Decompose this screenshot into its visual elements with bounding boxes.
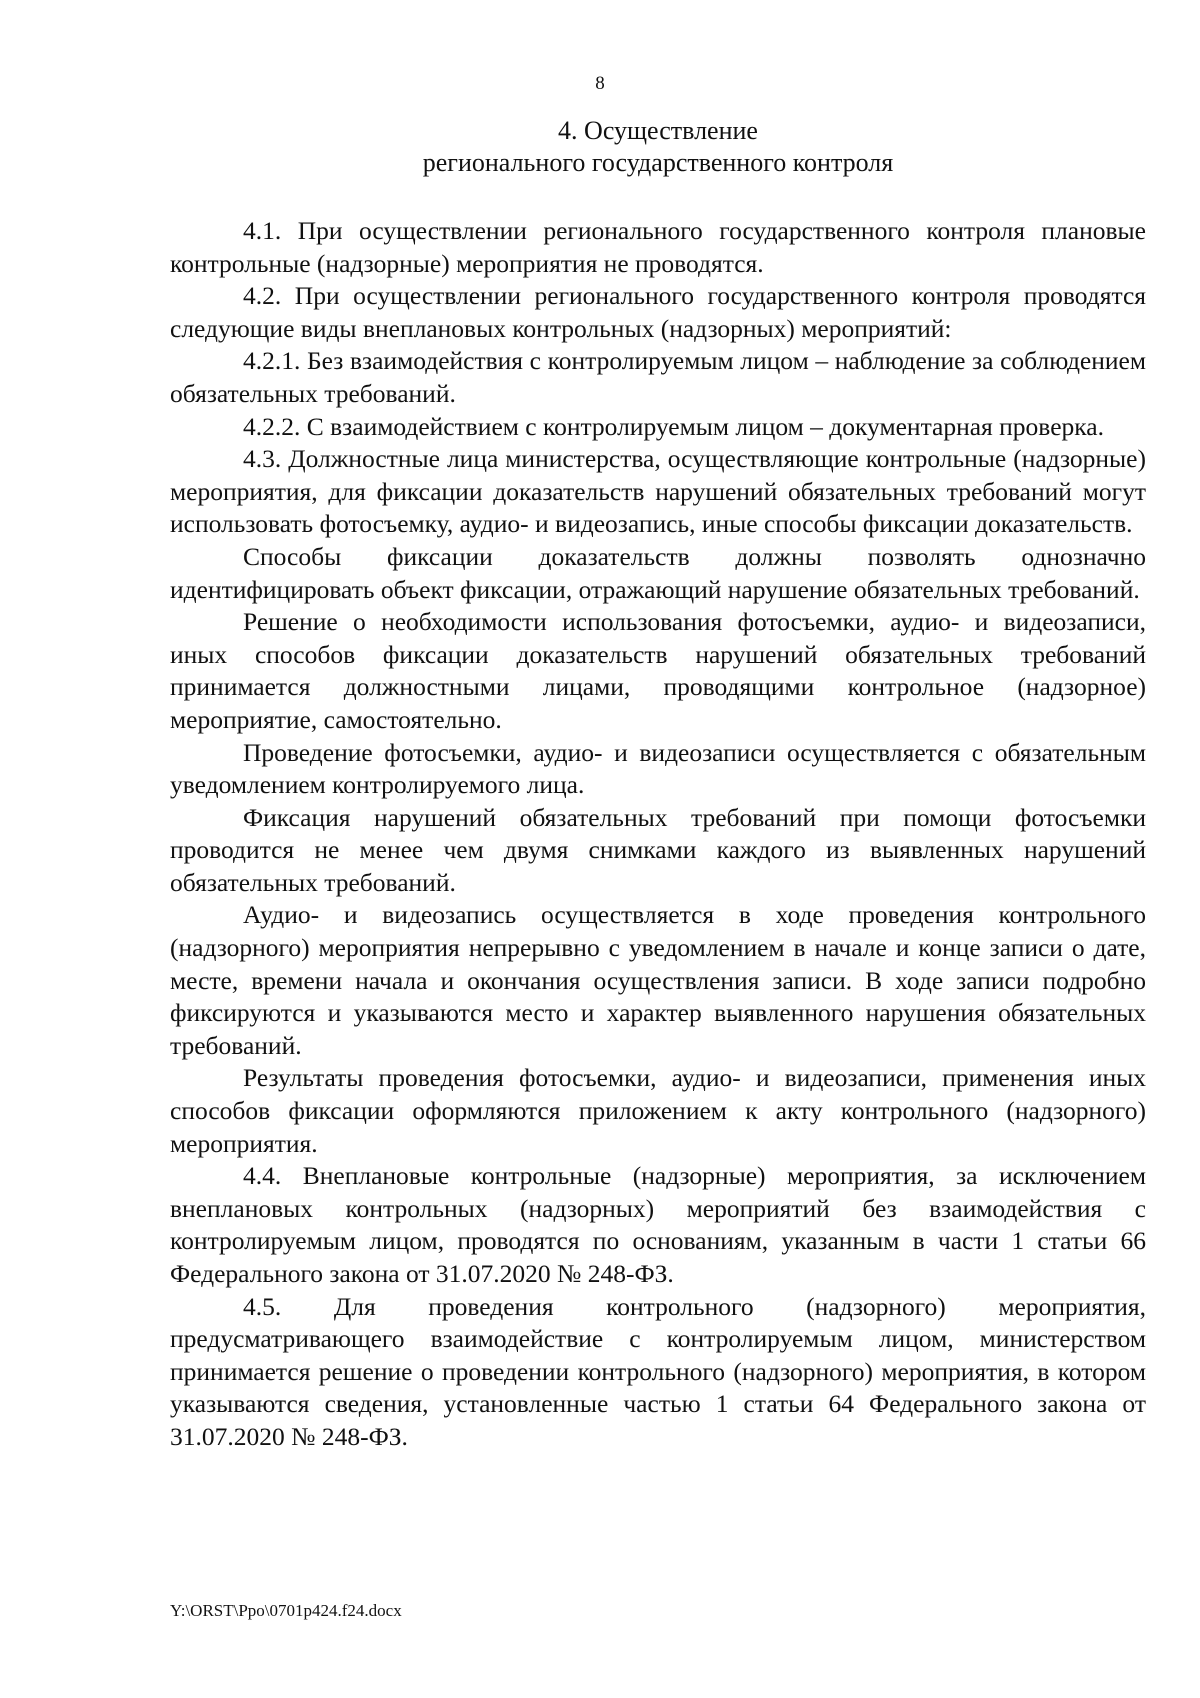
paragraph-4-1: 4.1. При осуществлении регионального государственного контроля плановые контрольные (надзорные) мероприятия не проводятся. xyxy=(170,216,1146,278)
section-heading-line-1: 4. Осуществление xyxy=(558,116,758,145)
paragraph-audio-video: Аудио- и видеозапись осуществляется в ходе проведения контрольного (надзорного) мероприятия непрерывно с уведомлением в начале и конце записи о дате, месте, времени начала и окончания осуществления записи. В ходе записи подробно фиксируются и указываются место и характер выявленного нарушения обязательных требований. xyxy=(170,900,1146,1060)
section-heading xyxy=(170,115,1146,179)
paragraph-fixation-methods: Способы фиксации доказательств должны позволять однозначно идентифицировать объект фиксации, отражающий нарушение обязательных требований. xyxy=(170,541,1146,604)
paragraph-4-2-2: 4.2.2. С взаимодействием с контролируемым лицом – документарная проверка. xyxy=(243,411,1104,441)
body-text xyxy=(170,215,1146,1454)
paragraph-4-2-1: 4.2.1. Без взаимодействия с контролируемым лицом – наблюдение за соблюдением обязательных требований. xyxy=(170,346,1146,408)
section-heading-line-2: регионального государственного контроля xyxy=(422,148,894,177)
paragraph-decision: Решение о необходимости использования фотосъемки, аудио- и видеозаписи, иных способов фиксации доказательств нарушений обязательных требований принимается должностными лицами, проводящими контрольное (надзорное) мероприятие, самостоятельно. xyxy=(170,607,1146,734)
paragraph-4-4: 4.4. Внеплановые контрольные (надзорные) мероприятия, за исключением внеплановых контрольных (надзорных) мероприятий без взаимодействия с контролируемым лицом, проводятся по основаниям, указанным в части 1 статьи 66 Федерального закона от 31.07.2020 № 248-ФЗ. xyxy=(170,1161,1146,1288)
paragraph-4-5: 4.5. Для проведения контрольного (надзорного) мероприятия, предусматривающего взаимодействие с контролируемым лицом, министерством принимается решение о проведении контрольного (надзорного) мероприятия, в котором указываются сведения, установленные частью 1 статьи 64 Федерального закона от 31.07.2020 № 248-ФЗ. xyxy=(170,1291,1146,1451)
paragraph-photo-fixation: Фиксация нарушений обязательных требований при помощи фотосъемки проводится не менее чем двумя снимками каждого из выявленных нарушений обязательных требований. xyxy=(170,802,1146,897)
paragraph-notification: Проведение фотосъемки, аудио- и видеозаписи осуществляется с обязательным уведомлением контролируемого лица. xyxy=(170,737,1146,800)
footer-file-path: Y:\ORST\Ppo\0701p424.f24.docx xyxy=(170,1601,402,1620)
paragraph-4-3: 4.3. Должностные лица министерства, осуществляющие контрольные (надзорные) мероприятия, для фиксации доказательств нарушений обязательных требований могут использовать фотосъемку, аудио- и видеозапись, иные способы фиксации доказательств. xyxy=(170,444,1146,539)
page-number: 8 xyxy=(595,73,605,94)
paragraph-results: Результаты проведения фотосъемки, аудио- и видеозаписи, применения иных способов фиксации оформляются приложением к акту контрольного (надзорного) мероприятия. xyxy=(170,1063,1146,1158)
paragraph-4-2: 4.2. При осуществлении регионального государственного контроля проводятся следующие виды внеплановых контрольных (надзорных) мероприятий: xyxy=(170,281,1146,343)
